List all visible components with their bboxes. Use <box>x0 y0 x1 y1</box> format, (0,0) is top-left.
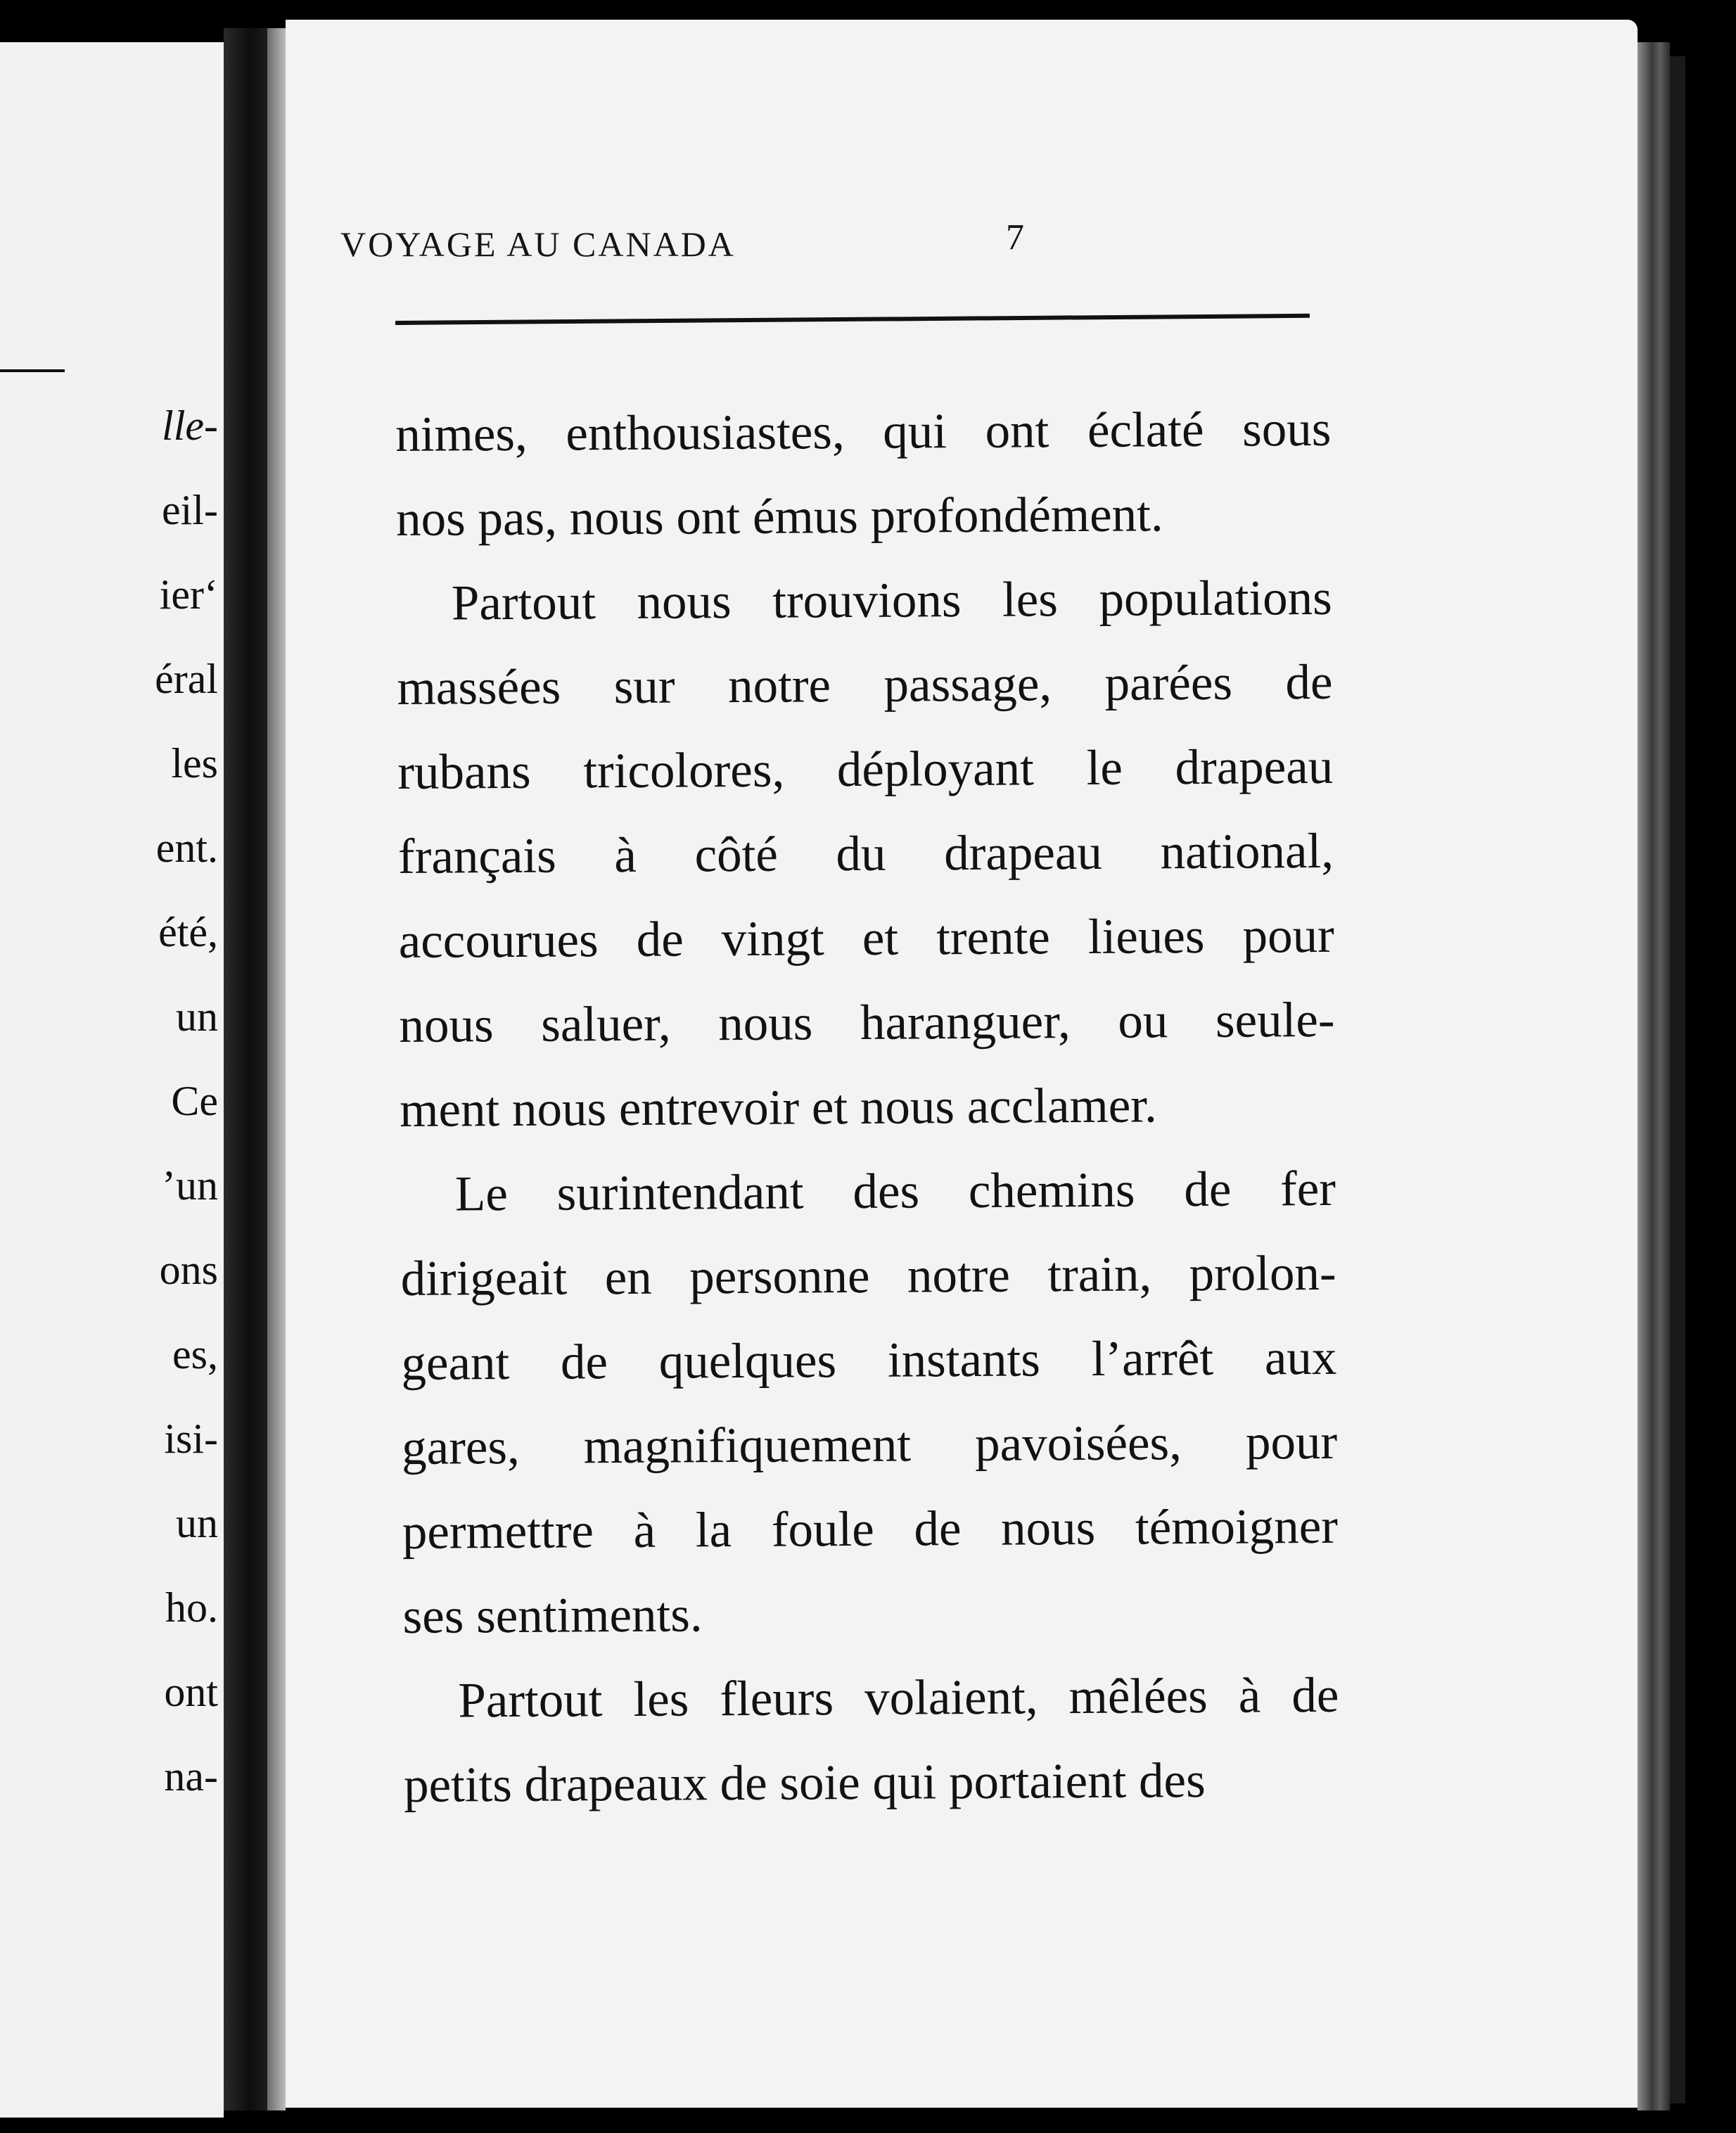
page-number: 7 <box>1006 217 1024 257</box>
text-line: nous saluer, nous haranguer, ou seule- <box>399 992 1335 1053</box>
running-title: VOYAGE AU CANADA <box>340 224 736 264</box>
text-line: français à côté du drapeau national, <box>397 823 1334 884</box>
previous-page-line-end: ons <box>159 1247 218 1293</box>
text-line: Partout les fleurs volaient, mêlées à de <box>458 1667 1339 1728</box>
text-line: ses sentiments. <box>402 1587 703 1644</box>
previous-page-fragment <box>0 42 224 2118</box>
text-line: gares, magnifiquement pavoisées, pour <box>401 1414 1338 1475</box>
previous-page-line-end: ’un <box>162 1162 218 1209</box>
header-rule <box>395 314 1310 325</box>
previous-page-line-end: es, <box>172 1331 218 1377</box>
text-line: ment nous entrevoir et nous acclamer. <box>399 1078 1157 1138</box>
text-line: geant de quelques instants l’arrêt aux <box>401 1330 1337 1391</box>
book-gutter <box>224 28 267 2110</box>
previous-page-line-end: les <box>171 740 218 787</box>
body-text <box>395 387 1339 1828</box>
text-line: petits drapeaux de soie qui portaient des <box>403 1753 1206 1813</box>
previous-page-line-end: isi- <box>164 1415 218 1462</box>
previous-page-line-end: un <box>176 993 218 1040</box>
previous-page-line-end: lle- <box>162 402 218 449</box>
previous-page-line-end: ho. <box>165 1584 218 1631</box>
previous-page-line-end: ont <box>164 1669 218 1715</box>
previous-page-line-end: un <box>176 1500 218 1546</box>
page-edge-stack <box>1638 42 1670 2110</box>
gutter-shadow <box>267 28 286 2110</box>
text-line: Le surintendant des chemins de fer <box>454 1161 1336 1222</box>
previous-page-line-end: été, <box>158 909 218 955</box>
previous-page-line-end: ent. <box>155 824 218 871</box>
previous-page-header-rule <box>0 369 65 372</box>
text-line: massées sur notre passage, parées de <box>397 654 1333 715</box>
text-line: dirigeait en personne notre train, prolon- <box>400 1245 1336 1306</box>
previous-page-line-end: éral <box>155 656 218 702</box>
previous-page-line-end: ier‘ <box>159 571 218 618</box>
book-cover-edge <box>1670 56 1685 2103</box>
text-line: permettre à la foule de nous témoigner <box>402 1498 1339 1560</box>
previous-page-line-end: na- <box>164 1753 218 1800</box>
page <box>286 20 1638 2108</box>
previous-page-line-end: eil- <box>162 487 218 533</box>
text-line: Partout nous trouvions les populations <box>451 570 1333 631</box>
previous-page-line-end: Ce <box>171 1078 218 1124</box>
text-line: nos pas, nous ont émus profondément. <box>395 487 1163 547</box>
text-line: accourues de vingt et trente lieues pour <box>398 908 1334 969</box>
text-line: nimes, enthousiastes, qui ont éclaté sous <box>395 401 1332 462</box>
text-line: rubans tricolores, déployant le drapeau <box>397 739 1334 800</box>
